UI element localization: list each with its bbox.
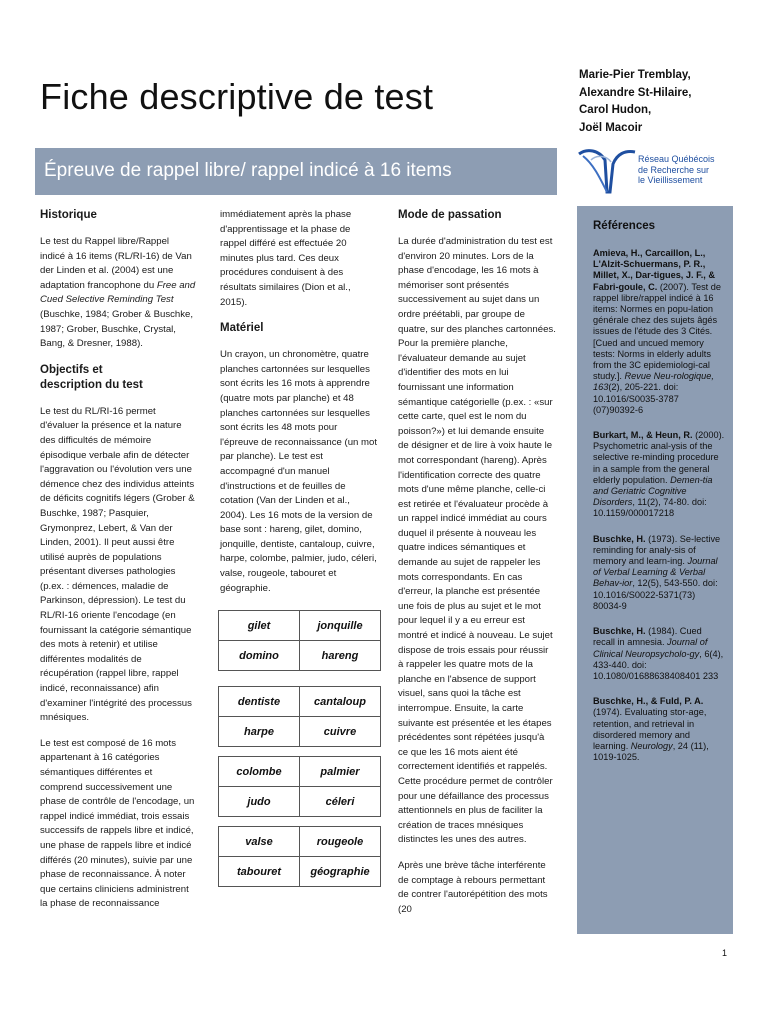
word-cell: gilet xyxy=(219,611,300,641)
word-cell: cantaloup xyxy=(300,687,381,717)
reference-item: Buschke, H. (1984). Cued recall in amnesia. Journal of Clinical Neuropsycholo-gy, 6(4), 433-440. doi: 10.1080/01688638408401 233 xyxy=(593,626,724,681)
objectifs-paragraph-2-continued: immédiatement après la phase d'apprentissage et la phase de rappel différé est effectuée 20 minutes plus tard. Ces deux procédures conduisent à des résultats similaires (Dion et al., 2015). xyxy=(220,209,352,308)
section-heading-objectifs: Objectifs et description du test xyxy=(40,363,143,391)
column-2 xyxy=(220,208,378,607)
author-name: Joël Macoir xyxy=(579,121,643,134)
title-banner xyxy=(35,148,557,195)
page-number: 1 xyxy=(722,948,728,958)
test-title: Épreuve de rappel libre/ rappel indicé à 16 items xyxy=(44,160,452,181)
word-cell: tabouret xyxy=(219,857,300,887)
word-card-table-1 xyxy=(218,610,381,671)
historique-paragraph: Le test du Rappel libre/Rappel indicé à 16 items (RL/RI-16) de Van der Linden et al. (2004) est une adaptation francophone du Free and Cued Selective Reminding Test (Buschke, 1984; Grober & Buschke, 1987; Grober, Buschke, Crystal, Bang, & Dresner, 1988). xyxy=(40,236,196,350)
word-cell: rougeole xyxy=(300,827,381,857)
word-card-table-4 xyxy=(218,826,381,887)
section-heading-materiel: Matériel xyxy=(220,322,264,335)
word-card-table-3 xyxy=(218,756,381,817)
word-cell: dentiste xyxy=(219,687,300,717)
word-cell: harpe xyxy=(219,717,300,747)
column-3 xyxy=(398,208,556,928)
word-cell: palmier xyxy=(300,757,381,787)
word-cell: colombe xyxy=(219,757,300,787)
logo-line: de Recherche sur xyxy=(638,164,710,175)
word-cell: cuivre xyxy=(300,717,381,747)
reference-item: Buschke, H. (1973). Se-lective reminding for analy-sis of memory and learn-ing. Journal of Verbal Learning & Verbal Behav-ior, 12(5), 543-550. doi: 10.1016/S0022-5371(73) 80034-9 xyxy=(593,533,721,611)
references-panel xyxy=(577,206,733,934)
test-name-italic: Free and Cued Selective Reminding Test xyxy=(40,279,196,306)
word-card-table-2 xyxy=(218,686,381,747)
column-1 xyxy=(40,208,196,923)
authors-list xyxy=(579,67,691,137)
references-heading: Références xyxy=(593,220,656,232)
materiel-paragraph: Un crayon, un chronomètre, quatre planches cartonnées sur lesquelles sont écrits les 16 mots à apprendre (quatre mots par planche) et 48 planches cartonnées sur lesquelles sont écrits les 48 mots pour l'épreuve de reconnaissance (un mot par planche). Le test est accompagné d'un manuel d'instructions et de feuilles de cotation (Van der Linden et al., 2004). Les 16 mots de la version de base sont : hareng, gilet, domino, jonquille, dentiste, cantaloup, cuivre, harpe, colombe, palmier, judo, céleri, valse, rougeole, tabouret et géographie. xyxy=(220,349,378,594)
objectifs-paragraph-1: Le test du RL/RI-16 permet d'évaluer la présence et la nature des difficultés de mémoire épisodique verbale afin de détecter l'aggravation ou l'évolution vers une démence chez des individus atteints de déficits cognitifs légers (Grober & Buschke, 1987; Pasquier, Grymonprez, Lebert, & Van der Linden, 2001). Il peut aussi être utilisé auprès de populations présentant diverses pathologies (p.ex. : démences, maladie de Parkinson, dépression). Le test du RL/RI-16 oriente l'encodage (en fournissant la catégorie sémantique des mots à retenir) et utilise différentes modalités de récupération (rappel libre, rappel indicé, reconnaissance) afin d'examiner l'intégrité des processus mnésiques. xyxy=(40,405,195,724)
objectifs-paragraph-2: Le test est composé de 16 mots appartenant à 16 catégories sémantiques différentes et comprend successivement une phase de contrôle de l'encodage, un rappel indicé immédiat, trois essais successifs de rappels libre et indicé, une phase de rappels libre et indicé différés (20 minutes), suivie par une phase de reconnaissance. À noter que certains cliniciens administrent la phase de reconnaissance xyxy=(40,737,195,910)
word-cell: judo xyxy=(219,787,300,817)
logo-v-icon xyxy=(577,146,637,196)
logo-text xyxy=(638,154,715,186)
author-name: Carol Hudon, xyxy=(579,104,652,116)
word-cell: géographie xyxy=(300,857,381,887)
reference-item: Burkart, M., & Heun, R. (2000). Psychometric anal-ysis of the selective re-minding procedure in a sample from the general elderly population. Demen-tia and Geriatric Cognitive Disorders, 11(2), 74-80. doi: 10.1159/000017218 xyxy=(593,430,725,519)
reference-item: Buschke, H., & Fuld, P. A. (1974). Evaluating stor-age, retention, and retrieval in disordered memory and learning. Neurology, 24 (11), 1019-1025. xyxy=(593,696,709,763)
word-cell: céleri xyxy=(300,787,381,817)
logo-line: Réseau Québécois xyxy=(638,154,715,164)
mode-paragraph-1: La durée d'administration du test est d'environ 20 minutes. Lors de la phase d'encodage, les 16 mots à mémoriser sont présentés successivement au sujet dans un ordre préétabli, par groupe de quatre, sur des planches cartonnées. Pour la première planche, l'évaluateur demande au sujet d'identifier des mots en lui fournissant une information sémantique catégorielle (p.ex. : «sur cette carte, quel est le nom du poisson?») et lui demande ensuite de désigner et de lire à voix haute le mot correspondant (hareng). Après l'identification correcte des quatre mots d'une même planche, celle-ci est retirée et l'évaluateur procède à un rappel indicé immédiat au cours duquel il présente à nouveau les quatre indices sémantiques et demande au sujet de rappeler les mots correspondants. En cas d'erreur, la planche est présentée une fois de plus au sujet et le mot pour lequel il y a eu erreur est montré et indicé à nouveau. Le sujet dispose de trois essais pour réussir à rappeler les quatre mots de la planche en l'absence de support visuel, sans quoi la tâche est interrompue. Ensuite, la carte suivante est présentée et les étapes précédentes sont répétées jusqu'à ce que les 16 mots aient été correctement identifiés et rappelés. Cette procédure permet de contrôler pour une défaillance des processus attentionnels en plus de faciliter la création de traces mnésiques distinctes les unes des autres. xyxy=(398,236,556,846)
author-name: Marie-Pier Tremblay, xyxy=(579,69,691,81)
word-cell: hareng xyxy=(300,641,381,671)
section-heading-mode: Mode de passation xyxy=(398,209,502,221)
reference-item: Amieva, H., Carcaillon, L., L'Alzit-Schuermans, P. R., Millet, X., Dar-tigues, J. F., & Fabri-goule, C. (2007). Test de rappel libre/rappel indicé à 16 items: Normes en popu-lation générale chez des sujets âgés issues de l'étude des 3 Cités. [Cued and uncued memory tests: Norms in elderly adults from the 3C epidemiologi-cal study.]. Revue Neu-rologique, 163(2), 205-221. doi: 10.1016/S0035-3787 (07)90392-6 xyxy=(593,248,721,415)
section-heading-historique: Historique xyxy=(40,209,97,221)
rqrv-logo xyxy=(577,146,737,196)
references-list xyxy=(593,248,725,777)
mode-paragraph-2: Après une brève tâche interférente de comptage à rebours permettant de contrer l'autorépétition des mots (20 xyxy=(398,859,548,915)
page-title: Fiche descriptive de test xyxy=(40,76,434,117)
author-name: Alexandre St-Hilaire, xyxy=(579,86,692,99)
logo-line: le Vieillissement xyxy=(638,175,703,185)
word-cell: jonquille xyxy=(300,611,381,641)
word-cell: domino xyxy=(219,641,300,671)
word-cell: valse xyxy=(219,827,300,857)
